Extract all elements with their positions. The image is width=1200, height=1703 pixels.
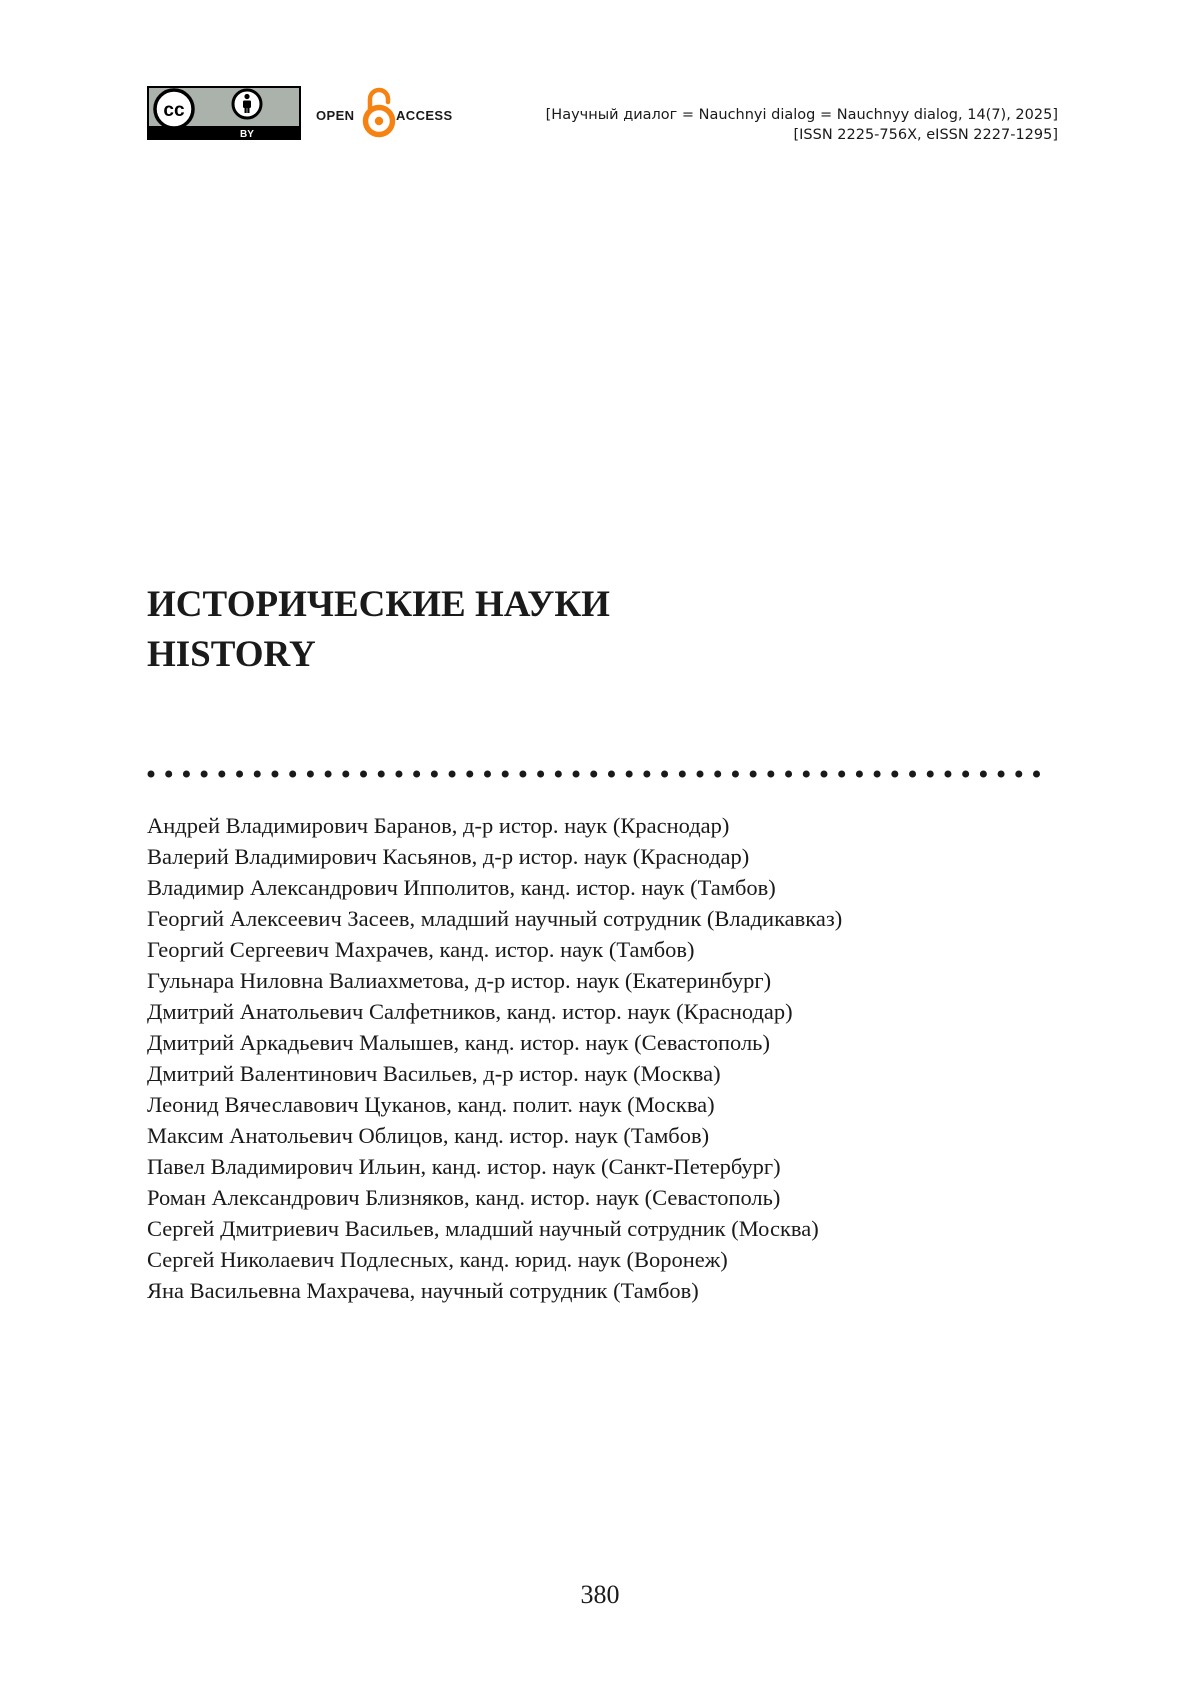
- section-title-en: HISTORY: [147, 634, 316, 675]
- list-item: Дмитрий Анатольевич Салфетников, канд. истор. наук (Краснодар): [147, 999, 793, 1024]
- list-item: Яна Васильевна Махрачева, научный сотрудник (Тамбов): [147, 1278, 699, 1303]
- list-item: Максим Анатольевич Облицов, канд. истор. наук (Тамбов): [147, 1123, 710, 1148]
- journal-issn: [ISSN 2225-756X, eISSN 2227-1295]: [793, 127, 1058, 143]
- section-title-ru: ИСТОРИЧЕСКИЕ НАУКИ: [147, 584, 610, 625]
- list-item: Леонид Вячеславович Цуканов, канд. полит. наук (Москва): [147, 1092, 715, 1117]
- list-item: Сергей Дмитриевич Васильев, младший научный сотрудник (Москва): [147, 1216, 819, 1241]
- list-item: Павел Владимирович Ильин, канд. истор. наук (Санкт-Петербург): [147, 1154, 781, 1179]
- list-item: Дмитрий Аркадьевич Малышев, канд. истор. наук (Севастополь): [147, 1030, 770, 1055]
- list-item: Сергей Николаевич Подлесных, канд. юрид. наук (Воронеж): [147, 1247, 728, 1272]
- journal-citation-block: [546, 105, 1058, 145]
- open-access-lock-icon: [362, 86, 396, 138]
- page-header: [147, 86, 1058, 142]
- svg-text:cc: cc: [163, 100, 185, 121]
- page-number: 380: [580, 1580, 620, 1609]
- open-access-word-access: ACCESS: [396, 108, 453, 123]
- list-item: Георгий Сергеевич Махрачев, канд. истор. наук (Тамбов): [147, 937, 695, 962]
- list-item: Роман Александрович Близняков, канд. истор. наук (Севастополь): [147, 1185, 781, 1210]
- cc-by-license-icon: [147, 86, 301, 140]
- list-item: Андрей Владимирович Баранов, д-р истор. наук (Краснодар): [147, 813, 730, 838]
- list-item: Валерий Владимирович Касьянов, д-р истор. наук (Краснодар): [147, 844, 750, 869]
- editorial-board-list: [147, 810, 842, 1306]
- license-badge-text: BY: [240, 129, 254, 140]
- open-access-word-open: OPEN: [316, 108, 355, 123]
- journal-citation: [Научный диалог = Nauchnyi dialog = Nauchnyy dialog, 14(7), 2025]: [545, 107, 1058, 123]
- list-item: Владимир Александрович Ипполитов, канд. истор. наук (Тамбов): [147, 875, 776, 900]
- open-access-logo: [316, 86, 462, 142]
- dotted-divider: [147, 768, 1058, 780]
- section-title: [147, 580, 610, 680]
- list-item: Дмитрий Валентинович Васильев, д-р истор. наук (Москва): [147, 1061, 721, 1086]
- list-item: Георгий Алексеевич Засеев, младший научный сотрудник (Владикавказ): [147, 906, 843, 931]
- list-item: Гульнара Ниловна Валиахметова, д-р истор. наук (Екатеринбург): [147, 968, 772, 993]
